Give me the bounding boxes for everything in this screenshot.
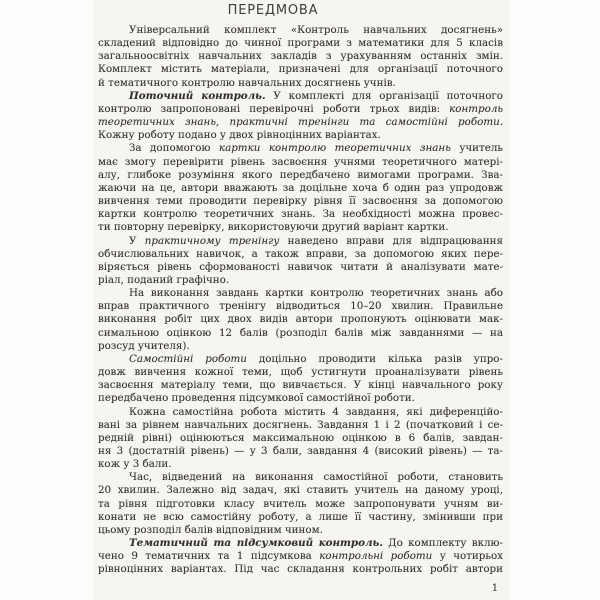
text-segment: Час, відведений на виконання самостійної роботи, становить — [129, 471, 503, 484]
text-segment: ня 3 (достатній рівень) — у 3 бали, завдання 4 (високий рівень) — та- — [98, 445, 503, 457]
text-line — [98, 182, 503, 195]
text-segment: У комплекті для організації поточного — [265, 89, 503, 102]
text-line — [98, 169, 503, 182]
text-segment: 20 хвилин. Залежно від задач, які ставить учитель на даному уроці, — [98, 484, 503, 497]
text-segment: рівноцінних варіантах. Під час складання контрольних робіт автори — [98, 563, 503, 576]
text-line — [98, 484, 503, 497]
lead-in-bold-italic: Поточний контроль. — [129, 89, 266, 102]
text-segment: кож у 3 бали. — [98, 458, 172, 471]
text-line — [98, 366, 503, 379]
text-line — [98, 379, 503, 392]
text-segment: розсуд учителя). — [98, 339, 190, 352]
text-line — [98, 340, 503, 353]
text-segment: та рівня підготовки класу вчитель може запропонувати учням ви- — [98, 497, 503, 510]
italic-term: практичному тренінгу — [144, 234, 280, 247]
text-segment: вивчення теми проводити перевірку рівня її засвоєння за допомогою — [98, 195, 503, 208]
text-line — [98, 195, 503, 208]
text-segment: віряється рівень сформованості навичок читати й аналізувати мате- — [98, 260, 503, 273]
page-number: 1 — [491, 582, 499, 594]
text-line — [98, 313, 503, 326]
text-line — [98, 458, 503, 471]
text-line — [98, 537, 503, 550]
text-segment: контролю запропоновані перевірочні роботи трьох видів: — [98, 102, 450, 115]
text-segment: учитель — [450, 142, 503, 155]
text-line — [98, 261, 503, 274]
page-title: ПЕРЕДМОВА — [227, 3, 319, 18]
text-line — [98, 77, 503, 90]
text-segment: ти повторну перевірку, використовуючи другий варіант картки. — [98, 221, 449, 234]
text-segment: складений відповідно до чинної програми з математики для 5 класів — [98, 37, 503, 50]
text-segment: й тематичного контролю навчальних досягнень учнів. — [98, 76, 396, 89]
text-line — [98, 235, 503, 248]
text-line — [98, 471, 503, 484]
text-line — [98, 432, 503, 445]
text-line — [98, 498, 503, 511]
text-segment: загальноосвітніх навчальних закладів з урахуванням останніх змін. — [98, 50, 503, 63]
text-segment: симальною оцінкою 12 балів (розподіл балів між завданнями — на — [98, 326, 503, 339]
text-segment: передбачено проведення підсумкової самостійної роботи. — [98, 392, 415, 405]
text-line — [98, 563, 503, 576]
text-line — [98, 392, 503, 405]
text-line — [98, 129, 503, 142]
text-line — [98, 353, 503, 366]
text-segment: засвоєння матеріалу теми, що вивчається. У кінці навчального року — [98, 379, 503, 392]
text-line — [98, 156, 503, 169]
preface-text-body — [98, 24, 503, 577]
text-segment: Кожну роботу подано у двох рівноцінних варіантах. — [98, 129, 381, 142]
text-segment: доцільно проводити кілька разів упро- — [246, 352, 503, 365]
italic-term: контрольні роботи — [319, 550, 433, 563]
italic-term: теоретичних знань, практичні тренінги та самостійні роботи. — [98, 116, 503, 129]
text-segment: жаючи на це, автори вважають за доцільне хоча б один раз упродовж — [98, 181, 503, 194]
text-line — [98, 208, 503, 221]
text-line — [98, 524, 503, 537]
text-line — [98, 221, 503, 234]
text-line — [98, 116, 503, 129]
text-segment: На виконання завдань картки контролю теоретичних знань або — [129, 287, 503, 300]
text-line — [98, 50, 503, 63]
lead-in-bold-italic: Тематичний та підсумковий контроль. — [129, 537, 383, 550]
text-segment: довж вивчення кожної теми, щоб устигнути проаналізувати рівень — [98, 366, 503, 379]
text-line — [98, 419, 503, 432]
text-segment: вправ практичного тренінгу відводиться 10–20 хвилин. Правильне — [98, 300, 503, 313]
text-segment: У — [129, 234, 145, 247]
text-segment: у чотирьох — [432, 550, 503, 563]
text-segment: має змогу перевірити рівень засвоєння учнями теоретичного матері- — [98, 155, 503, 168]
text-line — [98, 327, 503, 340]
text-line — [98, 406, 503, 419]
text-segment: Універсальний комплект «Контроль навчальних досягнень» — [129, 24, 503, 36]
text-segment: чено 9 тематичних та 1 підсумкова — [98, 550, 320, 563]
italic-term: контроль — [449, 102, 503, 115]
text-line — [98, 90, 503, 103]
text-line — [98, 287, 503, 300]
text-segment: конати не всю самостійну роботу, а лише її частину, змінивши при — [98, 510, 503, 523]
text-segment: виконання робіт цих двох видів автори пропонують оцінювати мак- — [98, 313, 503, 326]
text-line — [98, 142, 503, 155]
text-line — [98, 511, 503, 524]
text-line — [98, 103, 503, 116]
italic-term: картки контролю теоретичних знань — [218, 142, 451, 155]
text-line — [98, 37, 503, 50]
text-segment: Кожна самостійна робота містить 4 завдання, які диференційо- — [129, 405, 503, 418]
text-segment: ріал, поданий графічно. — [98, 273, 230, 286]
text-segment: обчислювальних навичок, а також вправи, за допомогою яких пере- — [98, 247, 503, 260]
text-line — [98, 445, 503, 458]
text-segment: Комплект містить матеріали, призначені для організації поточного — [98, 63, 503, 76]
text-segment: картки контролю теоретичних знань. За необхідності можна провес- — [98, 208, 503, 221]
text-segment: редній рівні) оцінюються максимальною оцінкою в 6 балів, завдан- — [98, 431, 503, 444]
italic-term: Самостійні роботи — [129, 352, 247, 365]
text-segment: За допомогою — [129, 142, 219, 155]
text-line — [98, 274, 503, 287]
text-line — [98, 550, 503, 563]
text-segment: алу, глибоке розуміння якого передбачено вимогами програми. Зва- — [98, 168, 503, 181]
text-segment: До комплекту вклю- — [382, 537, 503, 550]
text-segment: наведено вправи для відпрацювання — [279, 234, 503, 247]
text-segment: цьому розподіл балів відповідним чином. — [98, 523, 323, 536]
text-line — [98, 300, 503, 313]
text-line — [98, 24, 503, 37]
text-line — [98, 248, 503, 261]
text-line — [98, 63, 503, 76]
text-segment: вані за рівнем навчальних досягнень. Завдання 1 і 2 (початковий і се- — [98, 418, 503, 431]
